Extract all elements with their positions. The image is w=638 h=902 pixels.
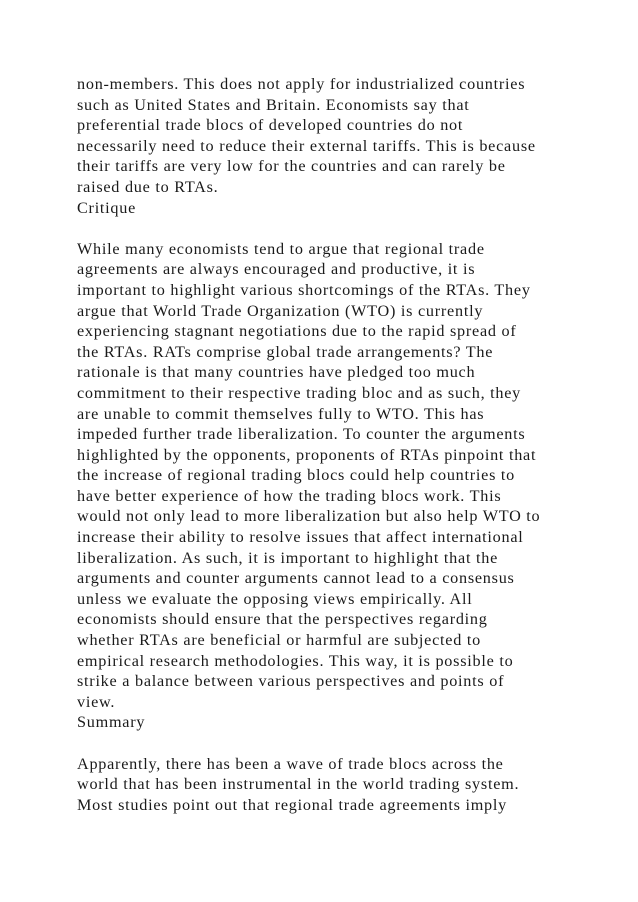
text-line: agreements are always encouraged and productive, it is	[77, 260, 476, 279]
text-line: have better experience of how the trading blocs work. This	[77, 486, 502, 505]
text-line: impeded further trade liberalization. To counter the arguments	[77, 425, 526, 444]
document-body	[77, 74, 637, 815]
text-line: necessarily need to reduce their external tariffs. This is because	[77, 136, 536, 155]
text-line: arguments and counter arguments cannot lead to a consensus	[77, 569, 515, 588]
blank-line	[77, 733, 637, 754]
text-line: the increase of regional trading blocs could help countries to	[77, 466, 516, 485]
text-line: view.	[77, 692, 116, 711]
text-line: empirical research methodologies. This way, it is possible to	[77, 651, 514, 670]
text-line: raised due to RTAs.	[77, 177, 219, 196]
text-line: non-members. This does not apply for industrialized countries	[77, 75, 526, 93]
text-line: would not only lead to more liberalization but also help WTO to	[77, 507, 541, 526]
text-line: whether RTAs are beneficial or harmful are subjected to	[77, 631, 481, 650]
text-line: important to highlight various shortcomings of the RTAs. They	[77, 280, 531, 299]
text-line: Apparently, there has been a wave of trade blocs across the	[77, 754, 504, 773]
text-line: commitment to their respective trading bloc and as such, they	[77, 383, 522, 402]
text-line: economists should ensure that the perspectives regarding	[77, 610, 488, 629]
text-line: highlighted by the opponents, proponents of RTAs pinpoint that	[77, 445, 537, 464]
text-line: While many economists tend to argue that regional trade	[77, 239, 485, 258]
text-line: world that has been instrumental in the world trading system.	[77, 775, 520, 794]
text-line: the RTAs. RATs comprise global trade arrangements? The	[77, 342, 494, 361]
text-line: liberalization. As such, it is important to highlight that the	[77, 548, 499, 567]
text-line: Most studies point out that regional trade agreements imply	[77, 795, 507, 814]
text-line: their tariffs are very low for the countries and can rarely be	[77, 157, 506, 176]
section-heading-critique: Critique	[77, 198, 137, 217]
blank-line	[77, 218, 637, 239]
text-line: increase their ability to resolve issues that affect international	[77, 528, 524, 547]
text-line: such as United States and Britain. Economists say that	[77, 95, 470, 114]
text-line: unless we evaluate the opposing views empirically. All	[77, 589, 473, 608]
text-line: experiencing stagnant negotiations due to the rapid spread of	[77, 322, 517, 341]
text-line: argue that World Trade Organization (WTO) is currently	[77, 301, 484, 320]
text-line: are unable to commit themselves fully to WTO. This has	[77, 404, 485, 423]
section-heading-summary: Summary	[77, 713, 146, 732]
text-line: strike a balance between various perspectives and points of	[77, 672, 505, 691]
text-line: preferential trade blocs of developed countries do not	[77, 116, 464, 135]
text-line: rationale is that many countries have pledged too much	[77, 363, 476, 382]
